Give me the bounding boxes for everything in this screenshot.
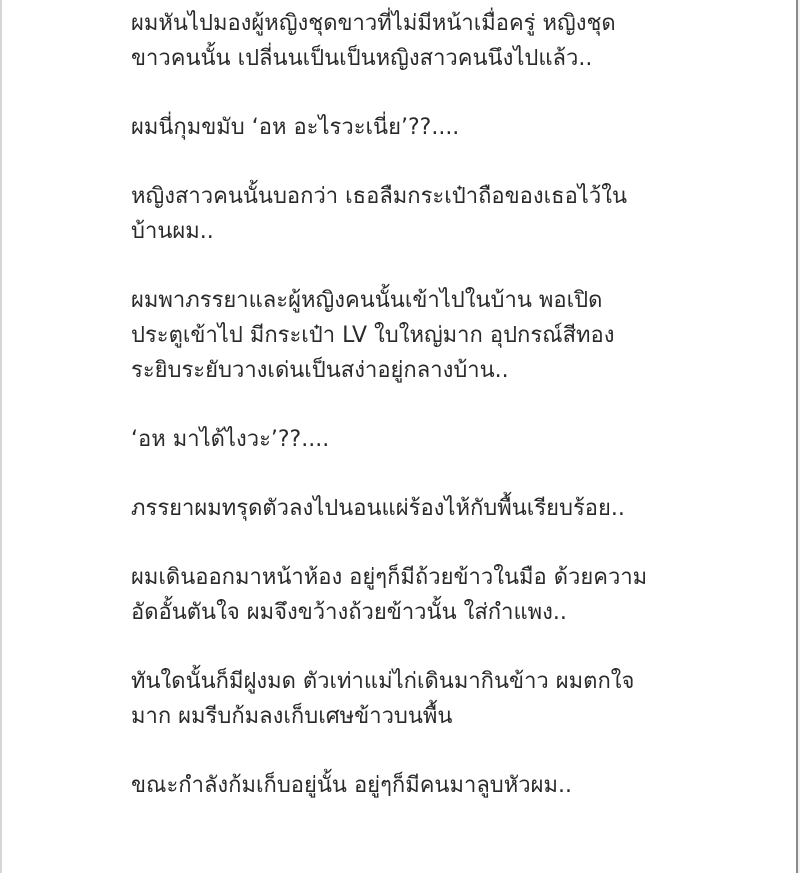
text-line: ผมเดินออกมาหน้าห้อง อยู่ๆก็มีถ้วยข้าวในมือ ด้วยความ bbox=[131, 565, 648, 590]
story-paragraph bbox=[131, 560, 781, 630]
text-line: อัดอั้นตันใจ ผมจึงขว้างถ้วยข้าวนั้น ใส่กำแพง.. bbox=[131, 600, 567, 625]
story-paragraph bbox=[131, 768, 781, 803]
text-line: ทันใดนั้นก็มีฝูงมด ตัวเท่าแม่ไก่เดินมากินข้าว ผมตกใจ bbox=[131, 669, 635, 694]
text-line: บ้านผม.. bbox=[131, 219, 214, 244]
story-paragraph bbox=[131, 179, 781, 249]
text-line: ภรรยาผมทรุดตัวลงไปนอนแผ่ร้องไห้กับพื้นเรียบร้อย.. bbox=[131, 496, 625, 521]
story-paragraph bbox=[131, 283, 781, 388]
text-line: มาก ผมรีบก้มลงเก็บเศษข้าวบนพื้น bbox=[131, 704, 453, 729]
page-left-border bbox=[0, 0, 2, 873]
story-paragraph bbox=[131, 6, 781, 76]
text-line: ขาวคนนั้น เปลี่นนเป็นเป็นหญิงสาวคนนึงไปแล้ว.. bbox=[131, 46, 593, 71]
text-line: ผมพาภรรยาและผู้หญิงคนนั้นเข้าไปในบ้าน พอเปิด bbox=[131, 288, 603, 313]
text-line: ผมนี่กุมขมับ ‘อห อะไรวะเนี่ย’??.... bbox=[131, 115, 460, 140]
text-line: ระยิบระยับวางเด่นเป็นสง่าอยู่กลางบ้าน.. bbox=[131, 358, 509, 383]
story-text-body bbox=[131, 6, 781, 837]
story-paragraph bbox=[131, 664, 781, 734]
text-line: ประตูเข้าไป มีกระเป๋า LV ใบใหญ่มาก อุปกรณ์สีทอง bbox=[131, 323, 615, 348]
text-line: ‘อห มาได้ไงวะ’??.... bbox=[131, 427, 330, 452]
story-paragraph bbox=[131, 422, 781, 457]
story-paragraph bbox=[131, 491, 781, 526]
text-line: ผมหันไปมองผู้หญิงชุดขาวที่ไม่มีหน้าเมื่อครู่ หญิงชุด bbox=[131, 11, 616, 36]
text-line: หญิงสาวคนนั้นบอกว่า เธอลืมกระเป๋าถือของเธอไว้ใน bbox=[131, 184, 627, 209]
text-line: ขณะกำลังก้มเก็บอยู่นั้น อยู่ๆก็มีคนมาลูบหัวผม.. bbox=[131, 773, 572, 798]
story-paragraph bbox=[131, 110, 781, 145]
